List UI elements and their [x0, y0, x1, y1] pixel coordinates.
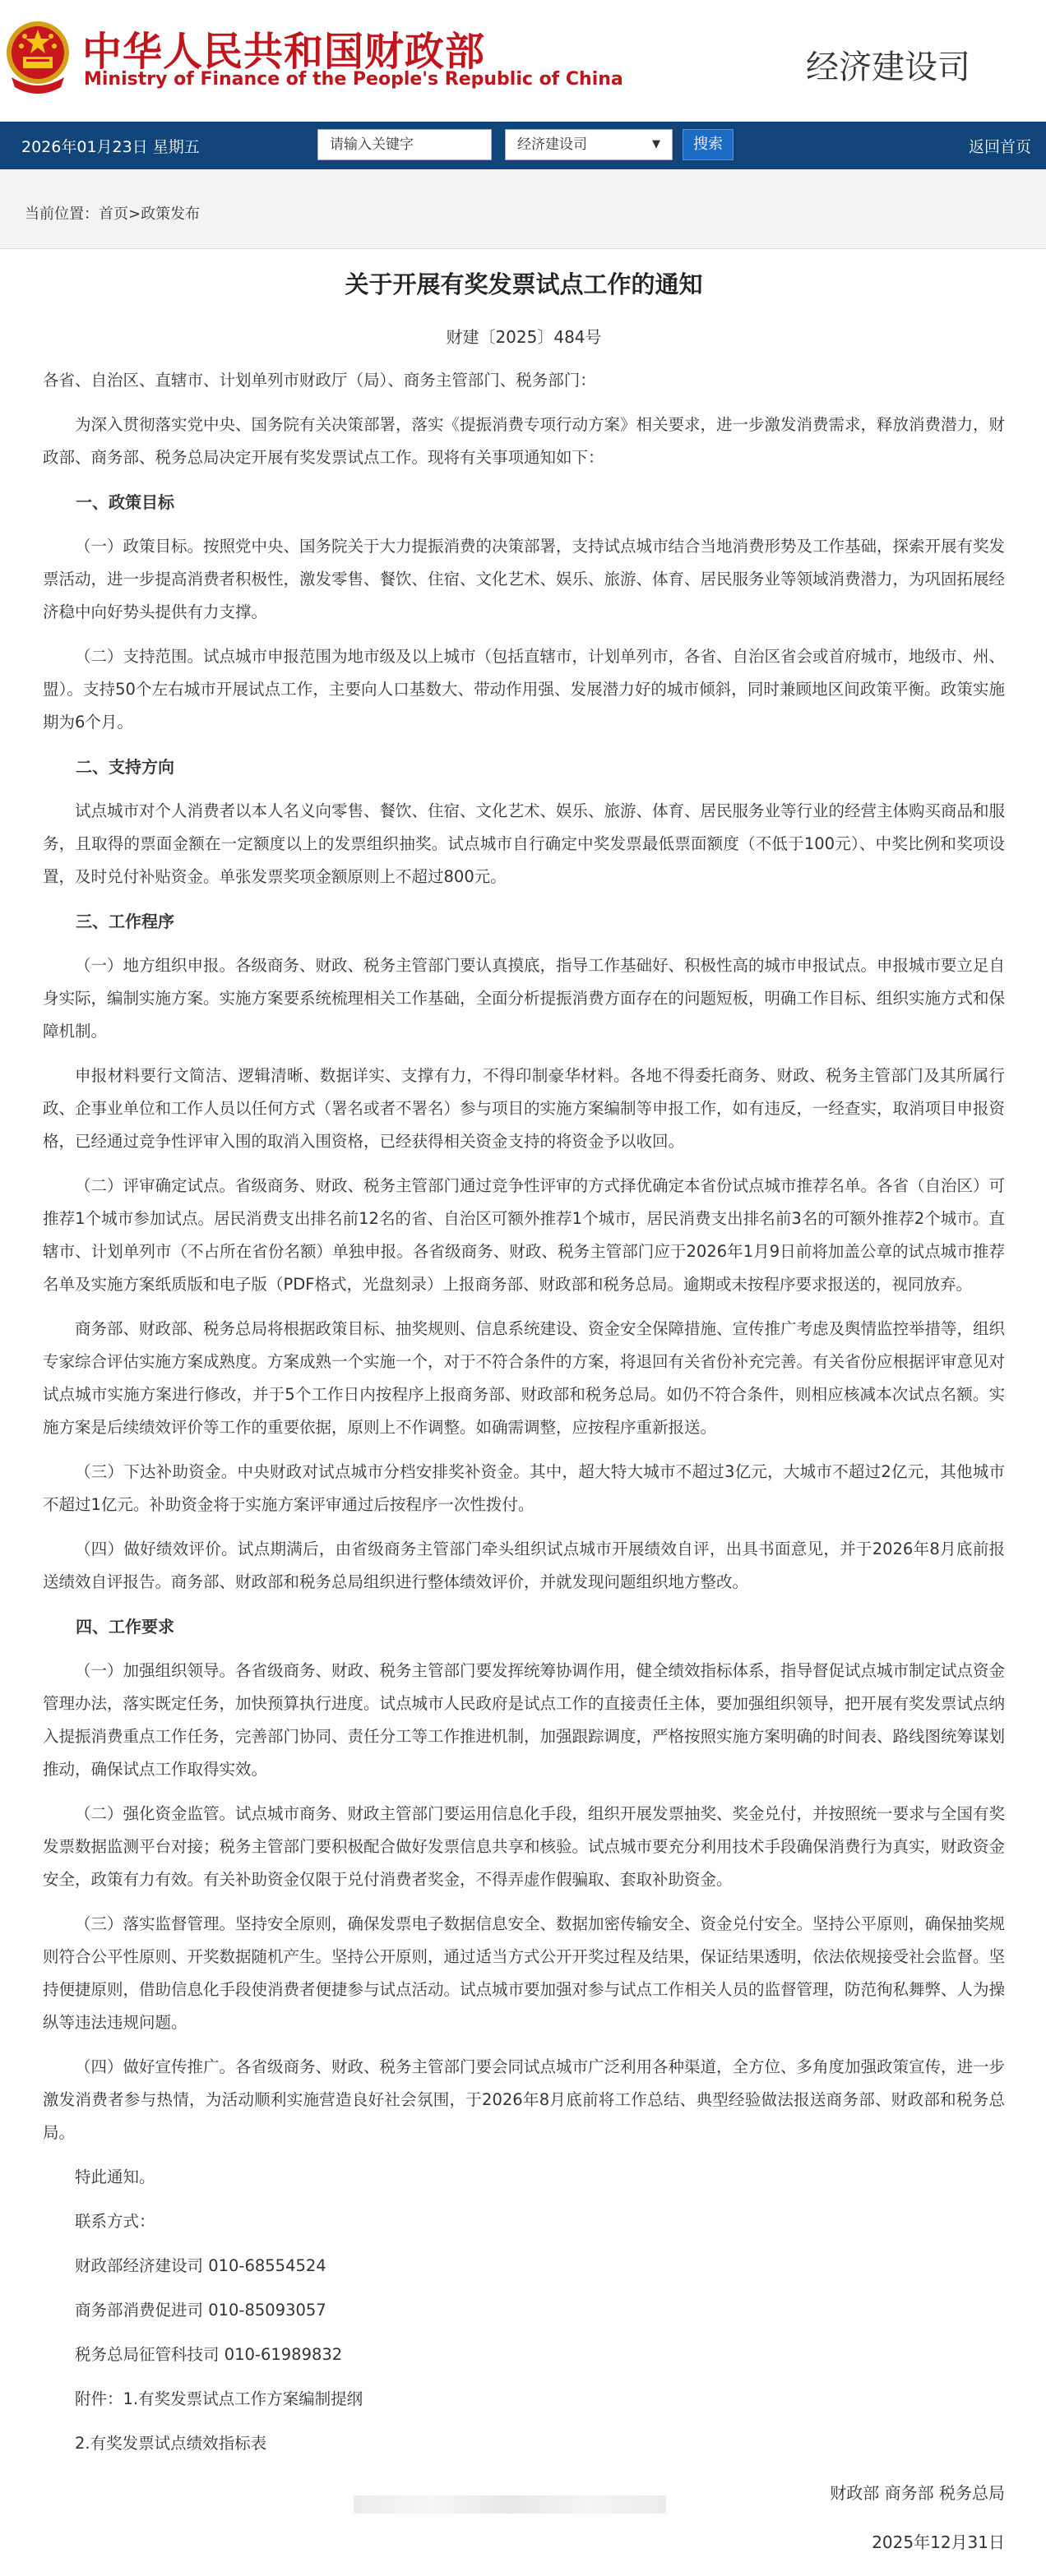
attachment-link[interactable]: 2.有奖发票试点绩效指标表 — [75, 2434, 267, 2453]
ministry-name-cn: 中华人民共和国财政部 — [82, 29, 486, 75]
current-date: 2026年01月23日 星期五 — [21, 138, 200, 156]
attachment-link[interactable]: 附件：1.有奖发票试点工作方案编制提纲 — [75, 2389, 363, 2408]
paragraph: （四）做好宣传推广。各省级商务、财政、税务主管部门要会同试点城市广泛利用各种渠道，全方位、多角度加强政策宣传，进一步激发消费者参与热情，为活动顺利实施营造良好社会氛围，于2026年8月底前将工作总结、典型经验做法报送商务部、财政部和税务总局。 — [43, 2057, 1006, 2142]
paragraph: 商务部、财政部、税务总局将根据政策目标、抽奖规则、信息系统建设、资金安全保障措施、宣传推广考虑及舆情监控举措等，组织专家综合评估实施方案成熟度。方案成熟一个实施一个，对于不符合条件的方案，将退回有关省份补充完善。有关省份应根据评审意见对试点城市实施方案进行修改，并于5个工作日内按程序上报商务部、财政部和税务总局。如仍不符合条件，则相应核减本次试点名额。实施方案是后续绩效评价等工作的重要依据，原则上不作调整。如确需调整，应按程序重新报送。 — [43, 1319, 1006, 1437]
paragraph: （一）政策目标。按照党中央、国务院关于大力提振消费的决策部署，支持试点城市结合当地消费形势及工作基础，探索开展有奖发票活动，进一步提高消费者积极性，激发零售、餐饮、住宿、文化艺术、娱乐、旅游、体育、居民服务业等领域消费潜力，为巩固拓展经济稳中向好势头提供有力支撑。 — [43, 537, 1006, 621]
section-heading: 四、工作要求 — [76, 1617, 174, 1637]
search-button[interactable]: 搜索 — [683, 129, 734, 160]
recipients: 各省、自治区、直辖市、计划单列市财政厅（局）、商务主管部门、税务部门： — [43, 371, 596, 390]
contact-line: 商务部消费促进司 010-85093057 — [75, 2301, 326, 2320]
paragraph: （三）落实监督管理。坚持安全原则，确保发票电子数据信息安全、数据加密传输安全、资金兑付安全。坚持公平原则，确保抽奖规则符合公平性原则、开奖数据随机产生。坚持公开原则，通过适当方式公开开奖过程及结果，保证结果透明，依法依规接受社会监督。坚持便捷原则，借助信息化手段使消费者便捷参与试点活动。试点城市要加强对参与试点工作相关人员的监督管理，防范徇私舞弊、人为操纵等违法违规问题。 — [43, 1914, 1006, 2032]
document-number: 财建〔2025〕484号 — [446, 327, 602, 347]
breadcrumb[interactable]: 当前位置：首页>政策发布 — [25, 205, 201, 223]
paragraph: （一）地方组织申报。各级商务、财政、税务主管部门要认真摸底，指导工作基础好、积极性高的城市申报试点。申报城市要立足自身实际，编制实施方案。实施方案要系统梳理相关工作基础，全面分析提振消费方面存在的问题短板，明确工作目标、组织实施方式和保障机制。 — [43, 956, 1006, 1041]
page-title: 关于开展有奖发票试点工作的通知 — [345, 270, 703, 298]
dropdown-arrow-icon: ▼ — [652, 138, 660, 150]
article — [43, 248, 1005, 2559]
department-title: 经济建设司 — [806, 48, 970, 86]
blurred-footer-text — [354, 2495, 666, 2514]
contact-line: 财政部经济建设司 010-68554524 — [75, 2256, 326, 2275]
paragraph: （二）强化资金监管。试点城市商务、财政主管部门要运用信息化手段，组织开展发票抽奖、奖金兑付，并按照统一要求与全国有奖发票数据监测平台对接；税务主管部门要积极配合做好发票信息共享和核验。试点城市要充分利用技术手段确保消费行为真实，财政资金安全，政策有力有效。有关补助资金仅限于兑付消费者奖金，不得弄虚作假骗取、套取补助资金。 — [43, 1804, 1006, 1889]
section-heading: 三、工作程序 — [76, 912, 174, 931]
breadcrumb-bar — [0, 169, 1046, 249]
paragraph: 试点城市对个人消费者以本人名义向零售、餐饮、住宿、文化艺术、娱乐、旅游、体育、居民服务业等行业的经营主体购买商品和服务，且取得的票面金额在一定额度以上的发票组织抽奖。试点城市自行确定中奖发票最低票面额度（不低于100元）、中奖比例和奖项设置，及时兑付补贴资金。单张发票奖项金额原则上不超过800元。 — [43, 801, 1006, 886]
issue-date: 2025年12月31日 — [872, 2532, 1005, 2552]
section-heading: 一、政策目标 — [76, 492, 174, 512]
paragraph: （四）做好绩效评价。试点期满后，由省级商务主管部门牵头组织试点城市开展绩效自评，出具书面意见，并于2026年8月底前报送绩效自评报告。商务部、财政部和税务总局组织进行整体绩效评价，并就发现问题组织地方整改。 — [43, 1540, 1005, 1591]
issuing-authorities: 财政部 商务部 税务总局 — [830, 2483, 1005, 2503]
section-heading: 二、支持方向 — [76, 757, 174, 777]
paragraph: （二）支持范围。试点城市申报范围为地市级及以上城市（包括直辖市，计划单列市，各省、自治区省会或首府城市，地级市、州、盟）。支持50个左右城市开展试点工作，主要向人口基数大、带动作用强、发展潜力好的城市倾斜，同时兼顾地区间政策平衡。政策实施期为6个月。 — [43, 647, 1006, 732]
paragraph: 申报材料要行文简洁、逻辑清晰、数据详实、支撑有力，不得印制豪华材料。各地不得委托商务、财政、税务主管部门及其所属行政、企事业单位和工作人员以任何方式（署名或者不署名）参与项目的实施方案编制等申报工作，如有违反，一经查实，取消项目申报资格，已经通过竞争性评审入围的取消入围资格，已经获得相关资金支持的将资金予以收回。 — [43, 1066, 1006, 1151]
search-input[interactable]: 请输入关键字 — [317, 129, 492, 160]
national-emblem-icon — [0, 12, 76, 102]
closing-notice: 特此通知。 — [75, 2167, 155, 2186]
nav-bar — [0, 122, 1046, 169]
site-header — [0, 0, 1046, 122]
site-select-value: 经济建设司 — [517, 136, 587, 153]
contact-title: 联系方式： — [75, 2212, 155, 2231]
contact-line: 税务总局征管科技司 010-61989832 — [75, 2345, 343, 2364]
intro-paragraph: 为深入贯彻落实党中央、国务院有关决策部署，落实《提振消费专项行动方案》相关要求，进一步激发消费需求，释放消费潜力，财政部、商务部、税务总局决定开展有奖发票试点工作。现将有关事项通知如下： — [43, 415, 1006, 467]
home-link[interactable]: 返回首页 — [968, 138, 1031, 156]
paragraph: （三）下达补助资金。中央财政对试点城市分档安排奖补资金。其中，超大特大城市不超过3亿元，大城市不超过2亿元，其他城市不超过1亿元。补助资金将于实施方案评审通过后按程序一次性拨付。 — [43, 1462, 1005, 1514]
paragraph: （二）评审确定试点。省级商务、财政、税务主管部门通过竞争性评审的方式择优确定本省份试点城市推荐名单。各省（自治区）可推荐1个城市参加试点。居民消费支出排名前12名的省、自治区可额外推荐1个城市，居民消费支出排名前3名的可额外推荐2个城市。直辖市、计划单列市（不占所在省份名额）单独申报。各省级商务、财政、税务主管部门应于2026年1月9日前将加盖公章的试点城市推荐名单及实施方案纸质版和电子版（PDF格式，光盘刻录）上报商务部、财政部和税务总局。逾期或未按程序要求报送的，视同放弃。 — [43, 1176, 1006, 1294]
ministry-name-en: Ministry of Finance of the People's Republic of China — [84, 69, 623, 90]
site-select[interactable] — [505, 129, 673, 160]
paragraph: （一）加强组织领导。各省级商务、财政、税务主管部门要发挥统筹协调作用，健全绩效指标体系，指导督促试点城市制定试点资金管理办法，落实既定任务，加快预算执行进度。试点城市人民政府是试点工作的直接责任主体，要加强组织领导，把开展有奖发票试点纳入提振消费重点工作任务，完善部门协同、责任分工等工作推进机制，加强跟踪调度，严格按照实施方案明确的时间表、路线图统筹谋划推动，确保试点工作取得实效。 — [43, 1661, 1006, 1779]
